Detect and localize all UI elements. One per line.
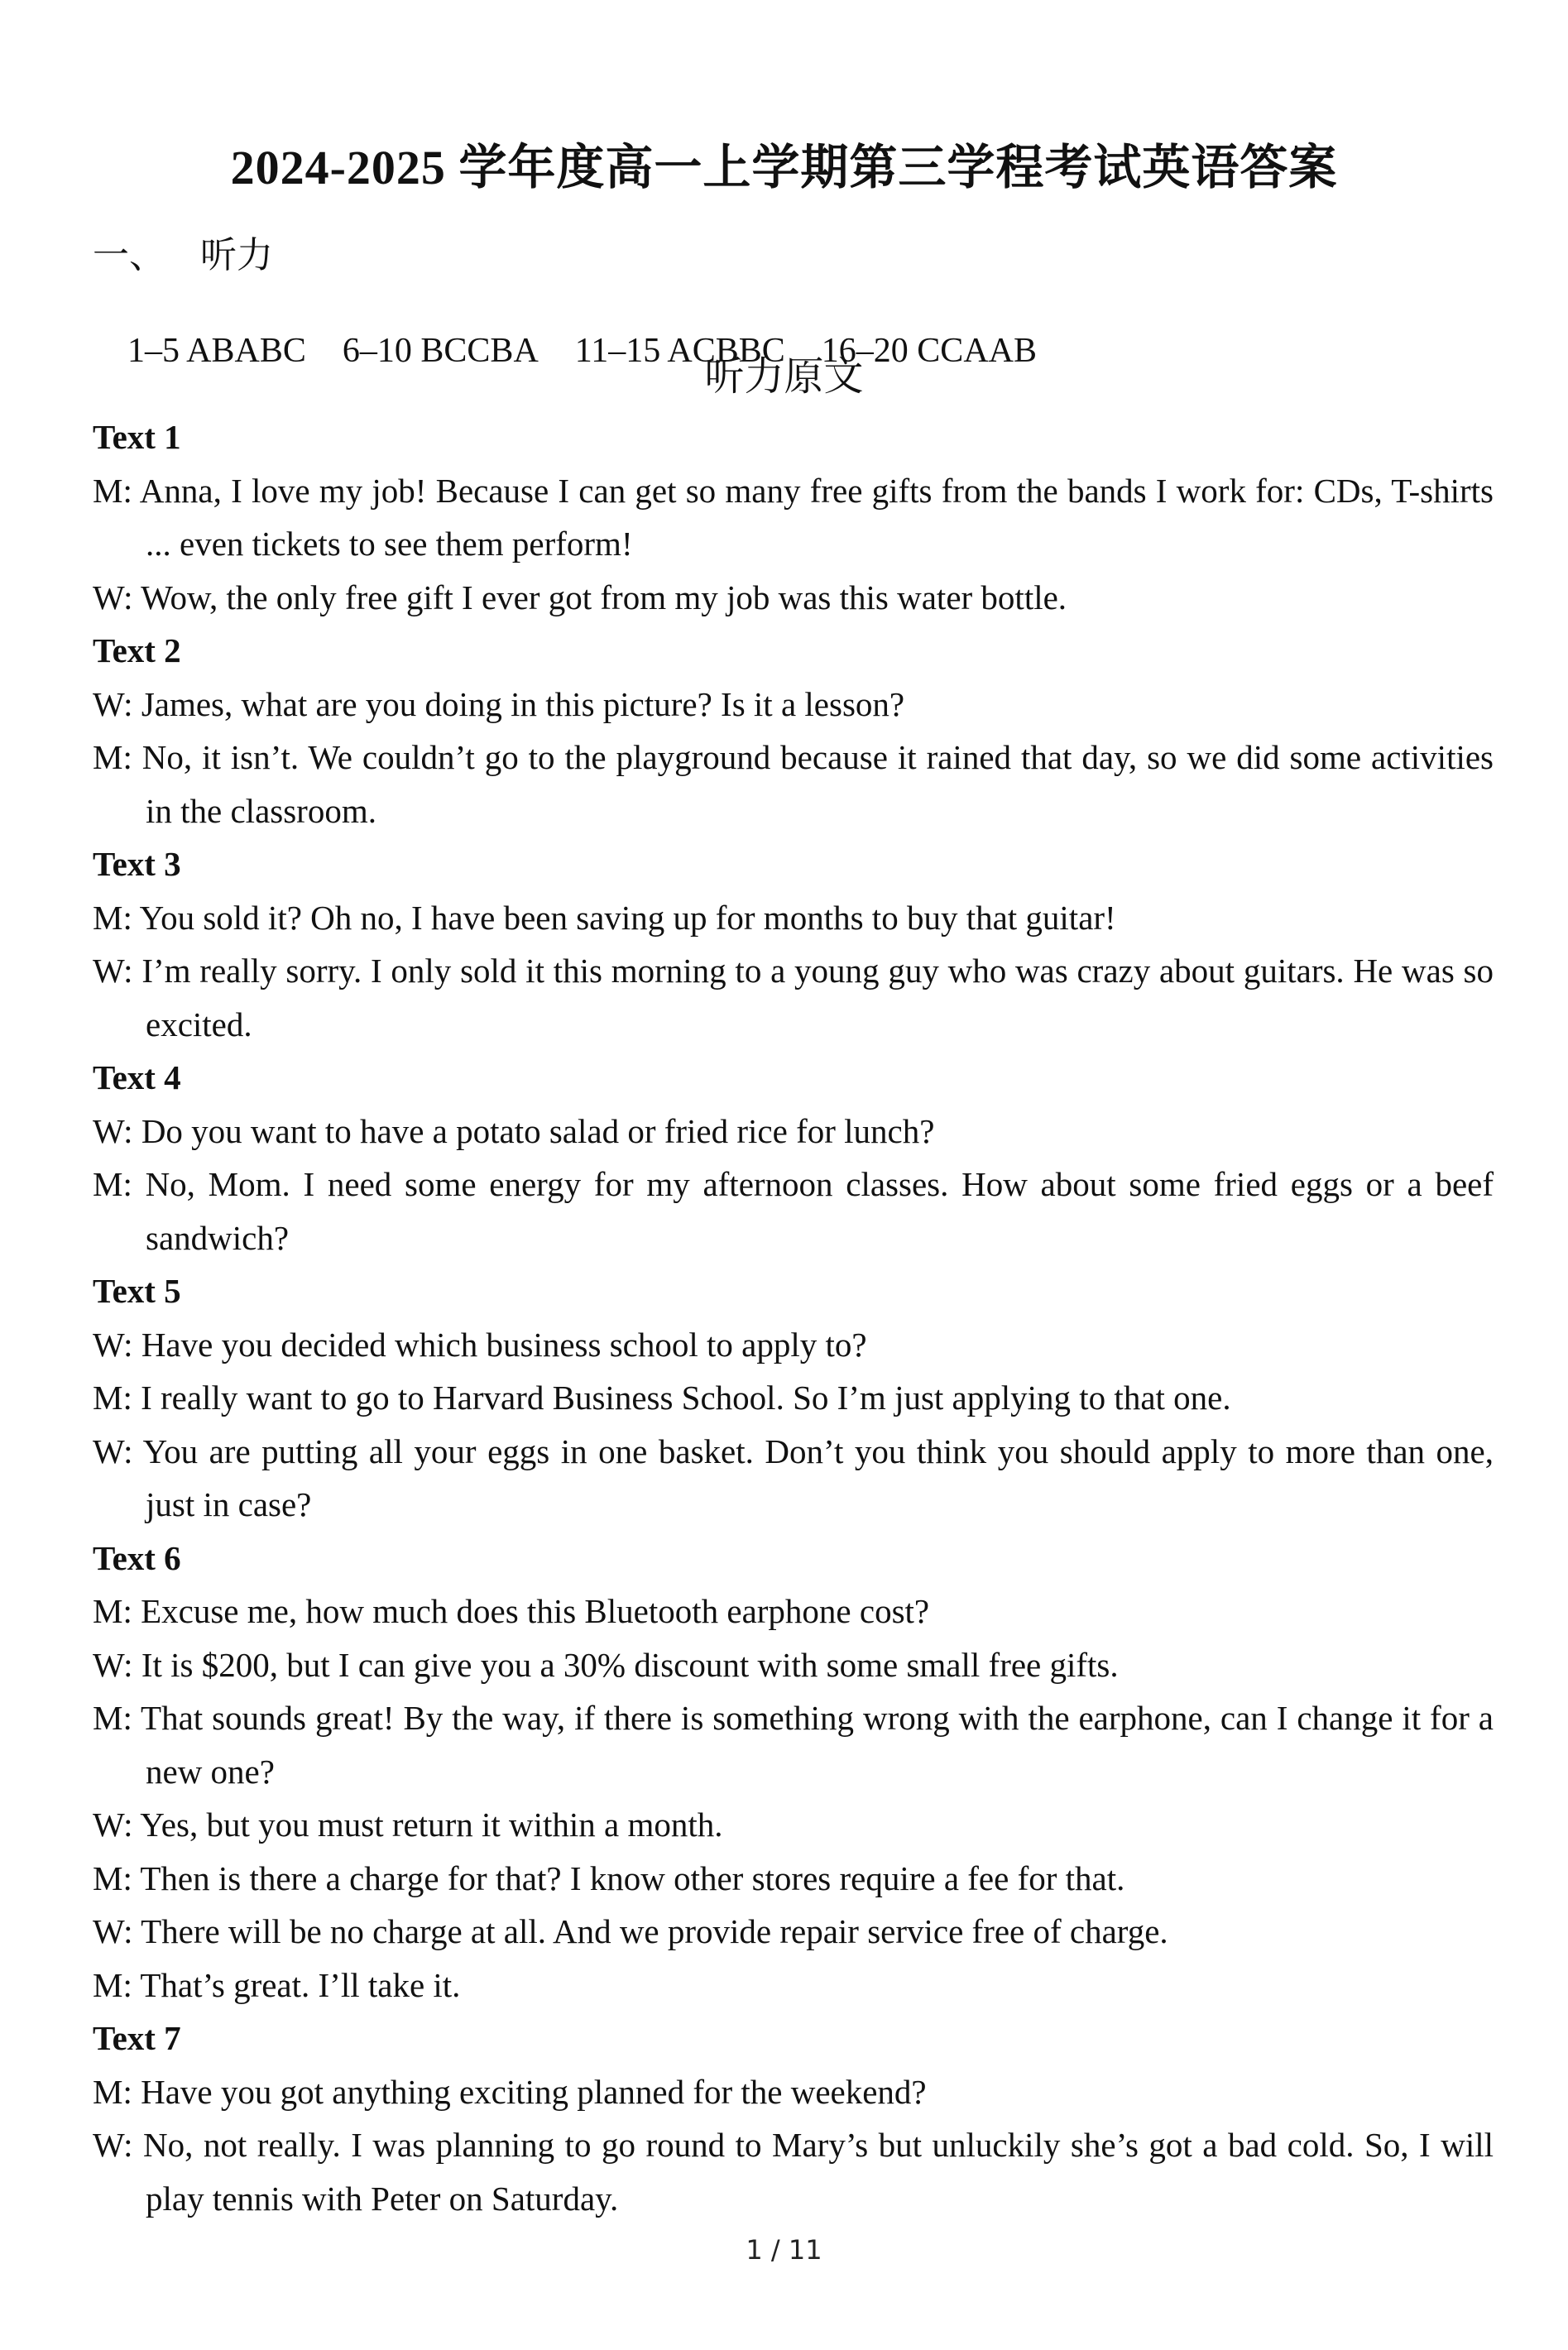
dialogue-line: M: Have you got anything exciting planned for the weekend? [93,2072,927,2111]
dialogue-line: W: Yes, but you must return it within a month. [93,1806,723,1844]
dialogue-line: M: No, Mom. I need some energy for my afternoon classes. How about some fried eggs or a beef sandwich? [93,1165,1494,1257]
section-name: 听力 [200,235,273,276]
dialogue-line: W: Do you want to have a potato salad or fried rice for lunch? [93,1111,935,1150]
dialogue-line: M: No, it isn’t. We couldn’t go to the playground because it rained that day, so we did some activities in the classroom. [93,738,1494,830]
dialogue-line: M: That’s great. I’ll take it. [93,1965,461,2004]
transcript-title: 听力原文 [704,355,864,399]
text-heading: Text 5 [93,1272,181,1310]
answer-group: 11–15 ACBBC [574,332,785,370]
answer-group: 16–20 CCAAB [821,332,1037,370]
text-heading: Text 1 [93,418,181,456]
answer-group: 6–10 BCCBA [342,332,539,370]
text-heading: Text 2 [93,631,181,669]
page-number: 1 / 11 [746,2234,822,2266]
text-heading: Text 3 [93,845,181,883]
section-number: 一、 [93,235,165,276]
page-title: 2024-2025 学年度高一上学期第三学程考试英语答案 [230,141,1338,194]
dialogue-line: M: Excuse me, how much does this Bluetooth earphone cost? [93,1592,930,1630]
text-heading: Text 4 [93,1058,181,1096]
answer-group: 1–5 ABABC [127,332,306,370]
dialogue-line: M: I really want to go to Harvard Business School. So I’m just applying to that one. [93,1379,1231,1417]
section-heading [93,225,273,278]
dialogue-line: W: No, not really. I was planning to go round to Mary’s but unluckily she’s got a bad cold. So, I will play tennis with Peter on Saturday. [93,2126,1494,2218]
dialogue-line: W: James, what are you doing in this picture? Is it a lesson? [93,684,905,723]
transcript-body [93,410,1494,2225]
text-heading: Text 6 [93,1538,181,1577]
dialogue-line: M: Then is there a charge for that? I know other stores require a fee for that. [93,1858,1125,1897]
dialogue-line: M: Anna, I love my job! Because I can get so many free gifts from the bands I work for: CDs, T-shirts ... even tickets to see them perform! [93,471,1494,563]
dialogue-line: M: That sounds great! By the way, if there is something wrong with the earphone, can I change it for a new one? [93,1699,1494,1791]
dialogue-line: W: I’m really sorry. I only sold it this morning to a young guy who was crazy about guitars. He was so excited. [93,952,1494,1043]
dialogue-line: M: You sold it? Oh no, I have been saving up for months to buy that guitar! [93,898,1116,937]
dialogue-line: W: Wow, the only free gift I ever got from my job was this water bottle. [93,578,1067,616]
dialogue-line: W: You are putting all your eggs in one basket. Don’t you think you should apply to more than one, just in case? [93,1432,1494,1523]
dialogue-line: W: There will be no charge at all. And we provide repair service free of charge. [93,1912,1168,1950]
dialogue-line: W: It is $200, but I can give you a 30% discount with some small free gifts. [93,1645,1119,1684]
text-heading: Text 7 [93,2019,181,2057]
dialogue-line: W: Have you decided which business school to apply to? [93,1325,867,1364]
